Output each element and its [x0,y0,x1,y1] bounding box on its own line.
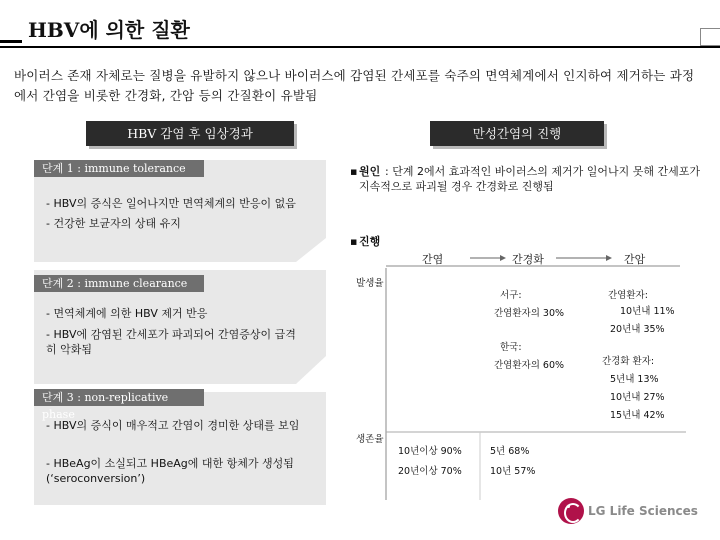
column-cirrhosis: 간경화 [512,253,544,266]
company-logo [558,498,698,524]
stage-2-tab: 단계 2 : immune clearance [34,275,204,292]
incidence-west-label: 서구: [500,290,522,301]
stage-2-line-1: - 면역체계에 의한 HBV 제거 반응 [46,307,208,320]
survival-cirrhosis-10y: 10년 57% [490,466,536,477]
lg-logo-icon [558,498,584,524]
cirrhosis-patients-15y: 15년내 42% [610,410,665,421]
hepatitis-patients-10y: 10년내 11% [620,306,675,317]
row-label-survival: 생존율 [356,434,384,445]
hepatitis-patients-20y: 20년내 35% [610,324,665,335]
cause-bullet: ▪ [350,165,358,178]
stage-3-line-2: - HBeAg이 소실되고 HBeAg에 대한 항체가 생성됨 (‘seroconversion’) [46,457,294,485]
cause-label: 원인 [359,165,381,178]
column-hepatitis: 간염 [422,253,444,266]
cause-text: : 단계 2에서 효과적인 바이러스의 제거가 일어나지 못해 간세포가 지속적으로 파괴될 경우 간경화로 진행됨 [359,165,700,193]
stage-3-tab: 단계 3 : non-replicative phase [34,389,204,406]
row-label-incidence: 발생율 [356,278,384,289]
header-chronic-progression: 만성간염의 진행 [430,121,604,146]
logo-text: LG Life Sciences [588,504,698,518]
stage-3-line-1: - HBV의 증식이 매우적고 간염이 경미한 상태를 보임 [46,419,300,432]
progression-bullet: ▪ [350,235,358,248]
incidence-west-value: 간염환자의 30% [494,308,565,319]
incidence-korea-label: 한국: [500,342,522,353]
stage-1-tab: 단계 1 : immune tolerance [34,160,204,177]
cirrhosis-patients-label: 간경화 환자: [602,356,655,367]
intro-text: 바이러스 존재 자체로는 질병을 유발하지 않으나 바이러스에 감염된 간세포를 숙주의 면역체계에서 인지하여 제거하는 과정에서 간염을 비롯한 간경화, 간암 등의 간질환이 유발됨 [14,68,695,103]
survival-cirrhosis-5y: 5년 68% [490,446,530,457]
stage-2-line-2: - HBV에 감염된 간세포가 파괴되어 간염증상이 급격히 악화됨 [46,328,296,356]
incidence-korea-value: 간염환자의 60% [494,360,565,371]
hepatitis-patients-label: 간염환자: [608,290,648,301]
cirrhosis-patients-5y: 5년내 13% [610,374,659,385]
cirrhosis-patients-10y: 10년내 27% [610,392,665,403]
progression-label: 진행 [359,235,381,248]
survival-hepatitis-20y: 20년이상 70% [398,466,462,477]
page-title: HBV에 의한 질환 [28,18,190,42]
header-clinical-course: HBV 감염 후 임상경과 [86,121,294,146]
stage-1-line-1: - HBV의 증식은 일어나지만 면역체계의 반응이 없음 [46,197,296,210]
column-cancer: 간암 [624,253,646,266]
survival-hepatitis-10y: 10년이상 90% [398,446,462,457]
stage-1-line-2: - 건강한 보균자의 상태 유지 [46,217,181,230]
